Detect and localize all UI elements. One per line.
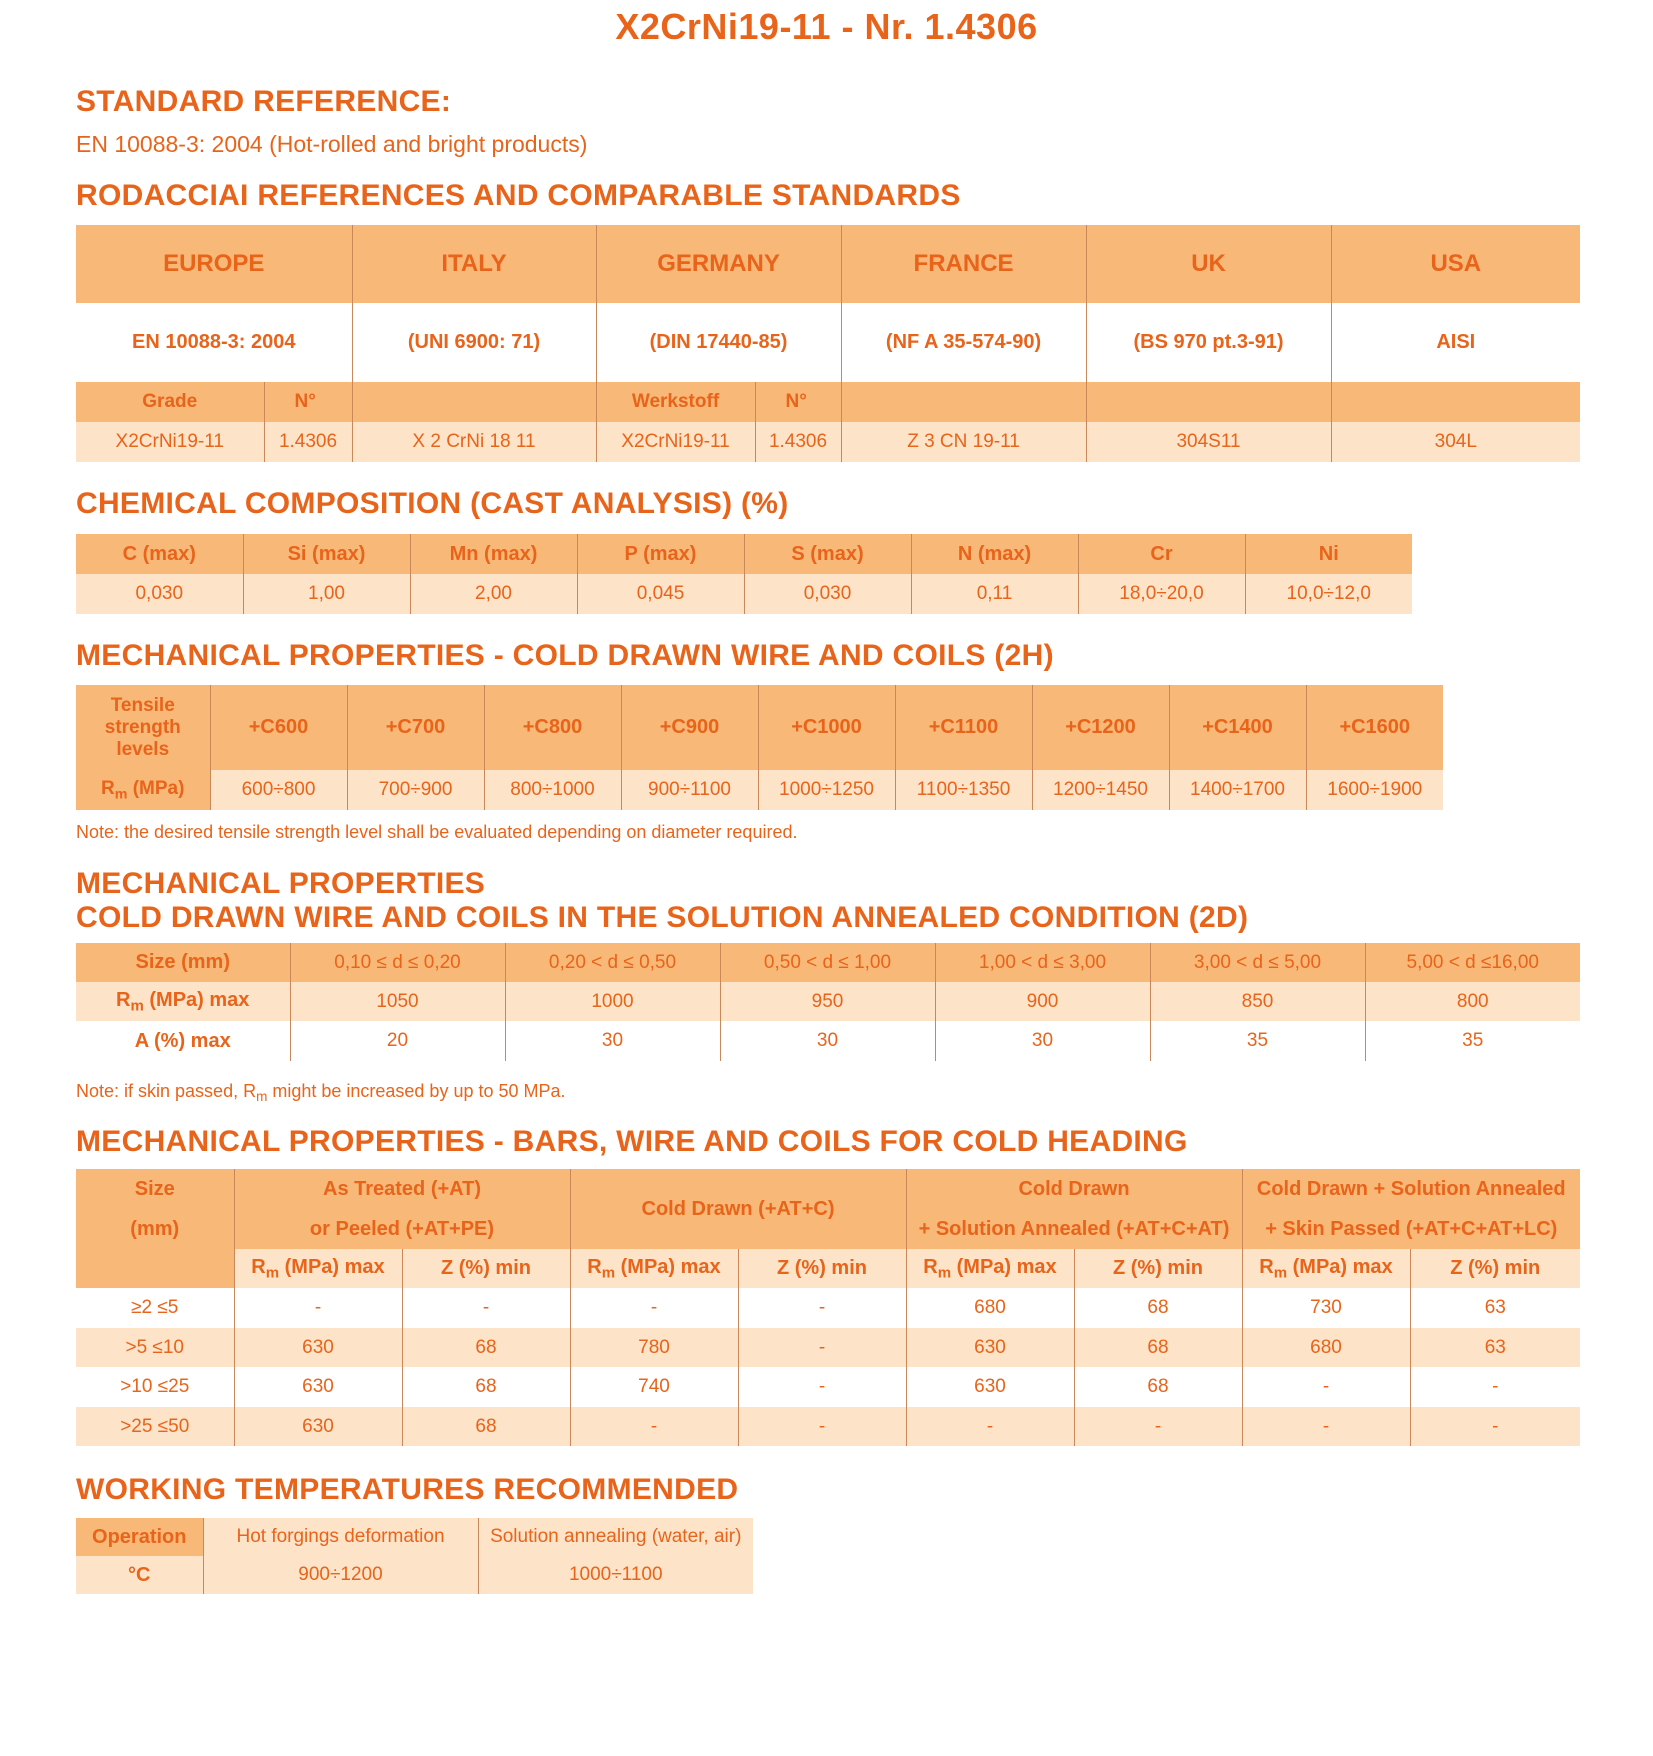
cell-value: - [738,1367,906,1407]
group-as-treated-line2: or Peeled (+AT+PE) [234,1209,570,1249]
rm-value: 1050 [290,982,505,1021]
tensile-level: +C900 [621,685,758,770]
cell-value: 740 [570,1367,738,1407]
cell-value: 730 [1242,1288,1410,1328]
a-value: 30 [505,1021,720,1061]
references-heading: RODACCIAI REFERENCES AND COMPARABLE STANDARDS [76,179,961,212]
tensile-level: +C1400 [1169,685,1306,770]
group-cold-drawn: Cold Drawn (+AT+C) [570,1169,906,1249]
standard-france: (NF A 35-574-90) [841,303,1086,382]
country-uk: UK [1086,225,1331,303]
subheader-number-germany: N° [755,382,841,422]
subheader-empty [1331,382,1580,422]
chem-value: 2,00 [410,574,577,614]
a-value: 30 [935,1021,1150,1061]
cell-value: 630 [906,1367,1074,1407]
cell-value: 68 [402,1367,570,1407]
chem-header: Cr [1078,534,1245,574]
rm-max-label: $R_m$ (MPa) max [76,982,290,1021]
group-cold-drawn-annealed-line2: + Solution Annealed (+AT+C+AT) [906,1209,1242,1249]
country-germany: GERMANY [596,225,841,303]
chem-value: 1,00 [243,574,410,614]
tensile-value: 1200÷1450 [1032,770,1169,810]
mech-2d-table [76,943,1580,1061]
mech-2h-note: Note: the desired tensile strength level shall be evaluated depending on diameter required. [76,822,798,842]
tensile-value: 700÷900 [347,770,484,810]
tensile-value: 1400÷1700 [1169,770,1306,810]
tensile-value: 800÷1000 [484,770,621,810]
rm-value: 1000 [505,982,720,1021]
cold-heading-table [76,1169,1580,1446]
cell-value: 68 [402,1328,570,1367]
value-italy: X 2 CrNi 18 11 [352,422,596,462]
value-germany-number: 1.4306 [755,422,841,462]
cell-value: - [1492,1415,1499,1437]
cell-value: 630 [234,1367,402,1407]
chem-value: 0,030 [76,574,243,614]
mech-2d-heading-line1: MECHANICAL PROPERTIES [76,867,486,900]
temp-hot-forging: 900÷1200 [203,1556,478,1594]
table-row [76,1407,1580,1446]
value-uk: 304S11 [1086,422,1331,462]
cell-value: 63 [1484,1336,1506,1358]
rm-value: 950 [720,982,935,1021]
row-size: >25 ≤50 [76,1407,234,1446]
chem-header: Si (max) [243,534,410,574]
size-range: 0,50 < d ≤ 1,00 [720,943,935,982]
tensile-level: +C1600 [1339,716,1411,738]
mech-2h-header-row [76,685,1443,770]
row-size: >10 ≤25 [76,1367,234,1407]
size-range: 3,00 < d ≤ 5,00 [1150,943,1365,982]
chem-value: 0,030 [744,574,911,614]
tensile-level: +C1200 [1032,685,1169,770]
subheader-werkstoff: Werkstoff [596,382,755,422]
subheader-number: N° [264,382,352,422]
cell-value: - [1242,1407,1410,1446]
tensile-level: +C700 [347,685,484,770]
a-value: 20 [290,1021,505,1061]
rm-max-header: $R_m$ (MPa) max [906,1249,1074,1288]
size-range: 0,20 < d ≤ 0,50 [505,943,720,982]
mech-2d-a-row [76,1021,1580,1061]
country-italy: ITALY [352,225,596,303]
tensile-value: 600÷800 [210,770,347,810]
tensile-level: +C600 [210,685,347,770]
z-min-header: Z (%) min [738,1249,906,1288]
standard-italy: (UNI 6900: 71) [352,303,596,382]
cell-value: 780 [570,1328,738,1367]
a-value: 35 [1462,1030,1484,1051]
mech-2h-heading: MECHANICAL PROPERTIES - COLD DRAWN WIRE AND COILS (2H) [76,639,1054,672]
table-row [76,1328,1580,1367]
references-subheader-row [76,382,1580,422]
mech-2d-heading-line2: COLD DRAWN WIRE AND COILS IN THE SOLUTION ANNEALED CONDITION (2D) [76,901,1249,934]
chem-header: C (max) [76,534,243,574]
value-france: Z 3 CN 19-11 [841,422,1086,462]
tensile-value: 1000÷1250 [758,770,895,810]
mech-2d-size-row [76,943,1580,982]
mech-2h-table [76,685,1443,810]
chem-header: P (max) [577,534,744,574]
cell-value: - [570,1407,738,1446]
subheader-empty [841,382,1086,422]
a-max-label: A (%) max [76,1021,290,1061]
operation-label: Operation [76,1518,203,1556]
working-temps-header-row [76,1518,753,1556]
standard-reference-heading: STANDARD REFERENCE: [76,85,452,118]
tensile-level: +C1000 [758,685,895,770]
cell-value: 630 [906,1328,1074,1367]
chemical-value-row [76,574,1412,614]
cold-heading-group-row-1 [76,1169,1580,1209]
country-france: FRANCE [841,225,1086,303]
size-header-spacer [76,1249,234,1288]
tensile-value: 1600÷1900 [1327,779,1423,800]
cell-value: 68 [1074,1367,1242,1407]
rm-value: 800 [1456,990,1489,1012]
standard-usa: AISI [1436,331,1476,353]
chemical-header-row [76,534,1412,574]
a-value: 35 [1150,1021,1365,1061]
standard-germany: (DIN 17440-85) [596,303,841,382]
cell-value: 68 [1074,1328,1242,1367]
tensile-levels-label: Tensile strength levels [76,685,210,770]
z-min-header: Z (%) min [402,1249,570,1288]
size-label: Size (mm) [76,943,290,982]
standard-uk: (BS 970 pt.3-91) [1086,303,1331,382]
chem-value: 10,0÷12,0 [1286,583,1371,604]
size-header: Size (mm) [76,1169,234,1249]
value-germany-werkstoff: X2CrNi19-11 [596,422,755,462]
z-min-header: Z (%) min [1450,1257,1541,1279]
cold-heading-heading: MECHANICAL PROPERTIES - BARS, WIRE AND COILS FOR COLD HEADING [76,1125,1188,1158]
size-range: 1,00 < d ≤ 3,00 [935,943,1150,982]
chem-value: 0,045 [577,574,744,614]
standard-europe: EN 10088-3: 2004 [76,303,352,382]
value-usa: 304L [1434,431,1477,452]
tensile-level: +C800 [484,685,621,770]
size-range: 5,00 < d ≤16,00 [1406,951,1539,973]
cell-value: - [738,1407,906,1446]
mech-2h-value-row [76,770,1443,810]
tensile-level: +C1100 [895,685,1032,770]
cell-value: - [906,1407,1074,1446]
value-europe-number: 1.4306 [264,422,352,462]
row-size: >5 ≤10 [76,1328,234,1367]
subheader-empty [1086,382,1331,422]
group-cold-drawn-skin-passed-line2: + Skin Passed (+AT+C+AT+LC) [1265,1217,1558,1240]
chem-header: Ni [1318,542,1339,565]
references-value-row [76,422,1580,462]
country-europe: EUROPE [76,225,352,303]
chem-header: N (max) [911,534,1078,574]
subheader-empty [352,382,596,422]
cell-value: 680 [906,1288,1074,1328]
working-temps-value-row [76,1556,753,1594]
cell-value: - [234,1288,402,1328]
rm-value: 900 [935,982,1150,1021]
tensile-value: 1100÷1350 [895,770,1032,810]
cell-value: - [402,1288,570,1328]
row-size: ≥2 ≤5 [76,1288,234,1328]
rm-max-header: $R_m$ (MPa) max [1242,1249,1410,1288]
references-standard-row [76,303,1580,382]
rm-max-header: $R_m$ (MPa) max [234,1249,402,1288]
rm-label: $R_m$ (MPa) [76,770,210,810]
subheader-grade: Grade [76,382,264,422]
standard-reference-text: EN 10088-3: 2004 (Hot-rolled and bright products) [76,131,588,157]
table-row [76,1288,1580,1328]
a-value: 30 [720,1021,935,1061]
country-usa: USA [1430,250,1482,277]
celsius-label: °C [76,1556,203,1594]
chemical-table [76,534,1412,614]
chem-value: 18,0÷20,0 [1078,574,1245,614]
operation-solution-annealing: Solution annealing (water, air) [478,1518,753,1556]
cell-value: - [570,1288,738,1328]
rm-value: 850 [1150,982,1365,1021]
cell-value: - [738,1328,906,1367]
group-cold-drawn-annealed-line1: Cold Drawn [906,1169,1242,1209]
cell-value: 63 [1484,1297,1506,1318]
cell-value: 630 [234,1407,402,1446]
mech-2d-rm-row [76,982,1580,1021]
working-temps-heading: WORKING TEMPERATURES RECOMMENDED [76,1473,739,1506]
z-min-header: Z (%) min [1074,1249,1242,1288]
group-as-treated-line1: As Treated (+AT) [234,1169,570,1209]
group-cold-drawn-skin-passed-line1: Cold Drawn + Solution Annealed [1256,1177,1566,1200]
chem-header: S (max) [744,534,911,574]
cell-value: 68 [1074,1288,1242,1328]
cell-value: - [1242,1367,1410,1407]
table-row [76,1367,1580,1407]
mech-2d-note: Note: if skin passed, $R_m$ might be increased by up to 50 MPa. [76,1081,566,1105]
references-country-row [76,225,1580,303]
cell-value: - [738,1288,906,1328]
cell-value: - [1074,1407,1242,1446]
rm-max-header: $R_m$ (MPa) max [570,1249,738,1288]
page-title: X2CrNi19-11 - Nr. 1.4306 [615,6,1038,47]
cell-value: - [1492,1376,1499,1397]
temp-solution-annealing: 1000÷1100 [478,1556,753,1594]
cell-value: 680 [1242,1328,1410,1367]
working-temps-table [76,1518,753,1594]
tensile-value: 900÷1100 [621,770,758,810]
cell-value: 630 [234,1328,402,1367]
chem-header: Mn (max) [410,534,577,574]
size-range: 0,10 ≤ d ≤ 0,20 [290,943,505,982]
references-table [76,225,1580,462]
chemical-heading: CHEMICAL COMPOSITION (CAST ANALYSIS) (%) [76,487,789,520]
cell-value: 68 [402,1407,570,1446]
cold-heading-subheader-row [76,1249,1580,1288]
operation-hot-forging: Hot forgings deformation [203,1518,478,1556]
value-europe-grade: X2CrNi19-11 [76,422,264,462]
chem-value: 0,11 [911,574,1078,614]
